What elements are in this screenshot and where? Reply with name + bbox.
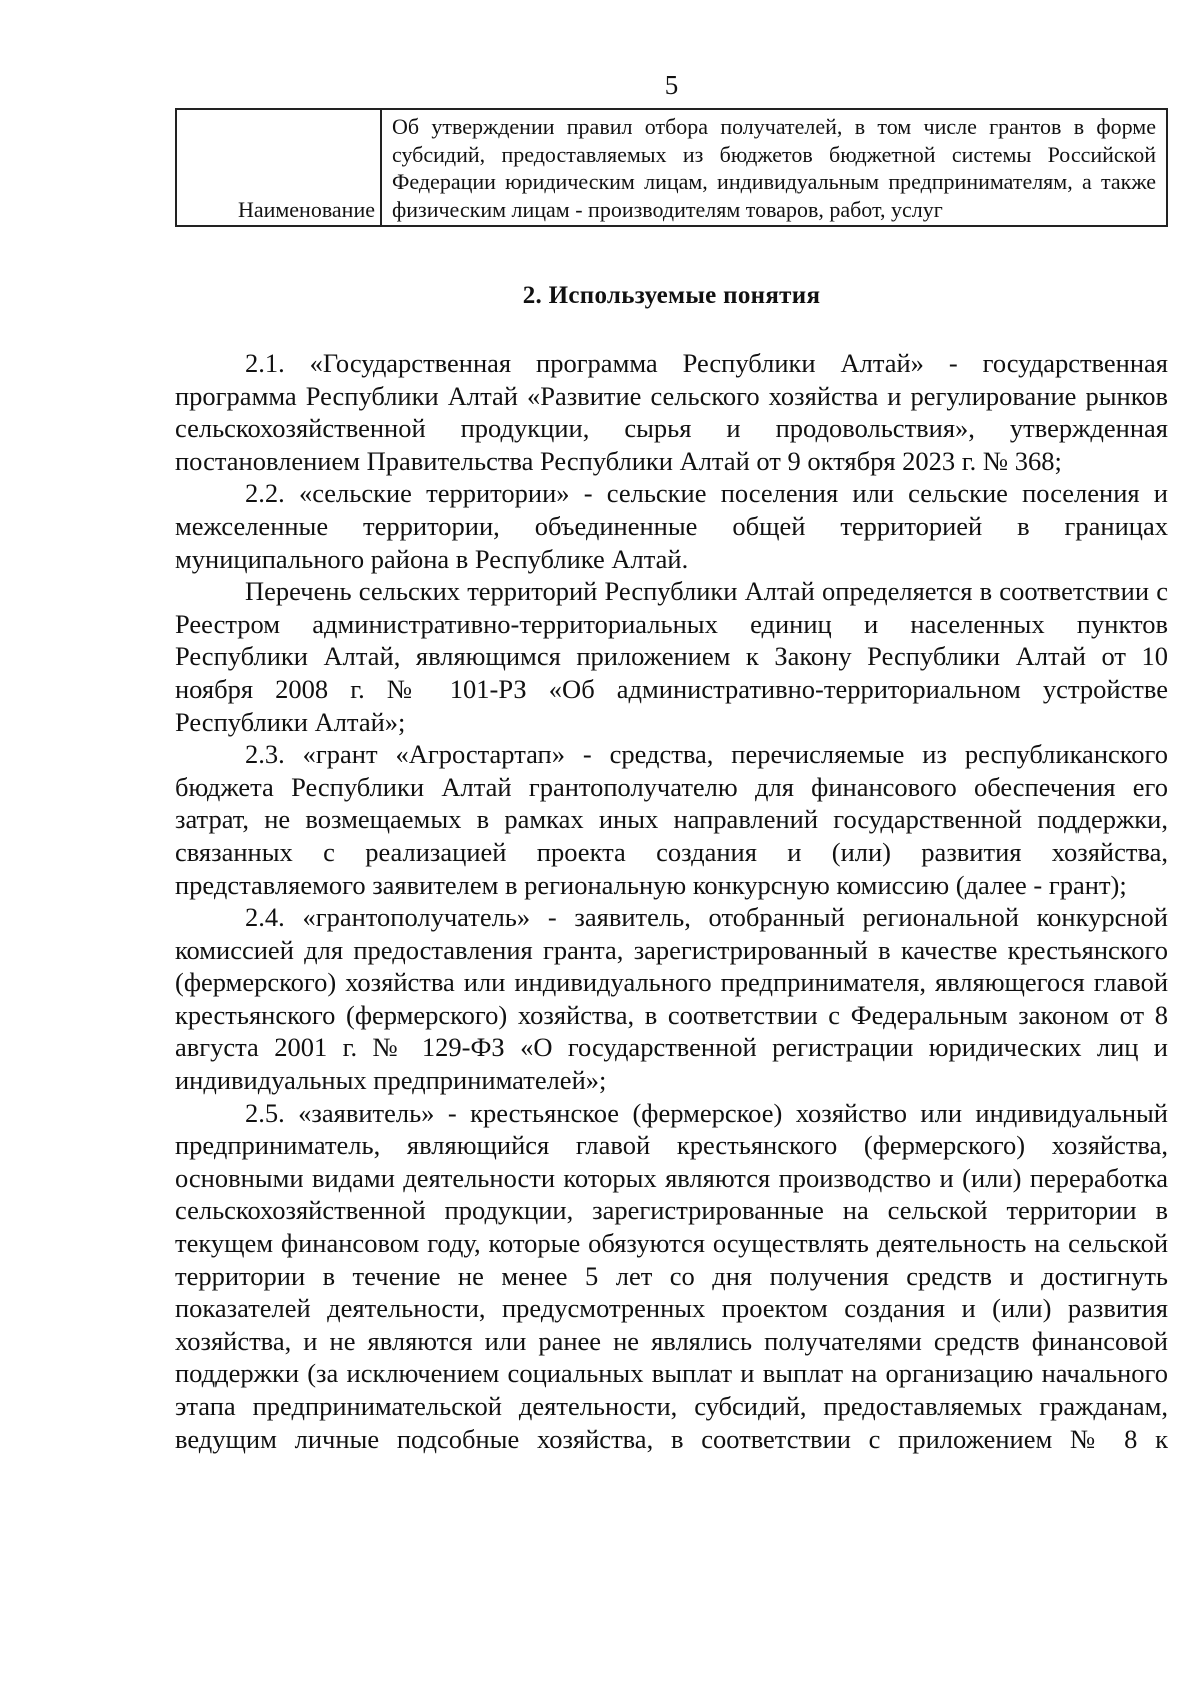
header-table-value: Об утверждении правил отбора получателей, в том числе грантов в форме субсидий, предоставляемых из бюджетов бюджетной системы Российской Федерации юридическим лицам, индивидуальным предпринимателям, а также физическим лицам - производителям товаров, работ, услуг <box>381 109 1167 226</box>
header-table-row <box>176 109 1167 226</box>
paragraph-2-4: 2.4. «грантополучатель» - заявитель, отобранный региональной конкурсной комиссией для предоставления гранта, зарегистрированный в качестве крестьянского (фермерского) хозяйства или индивидуального предпринимателя, являющегося главой крестьянского (фермерского) хозяйства, в соответствии с Федеральным законом от 8 августа 2001 г. № 129-ФЗ «О государственной регистрации юридических лиц и индивидуальных предпринимателей»; <box>175 902 1168 1096</box>
paragraph-2-1: 2.1. «Государственная программа Республики Алтай» - государственная программа Республики Алтай «Развитие сельского хозяйства и регулирование рынков сельскохозяйственной продукции, сырья и продовольствия», утвержденная постановлением Правительства Республики Алтай от 9 октября 2023 г. № 368; <box>175 348 1168 476</box>
paragraph-2-3: 2.3. «грант «Агростартап» - средства, перечисляемые из республиканского бюджета Республики Алтай грантополучателю для финансового обеспечения его затрат, не возмещаемых в рамках иных направлений государственной поддержки, связанных с реализацией проекта создания и (или) развития хозяйства, представляемого заявителем в региональную конкурсную комиссию (далее - грант); <box>175 739 1168 900</box>
section-title: 2. Используемые понятия <box>522 282 821 309</box>
header-table-label: Наименование <box>176 109 381 226</box>
page-number: 5 <box>664 70 679 100</box>
paragraph-territories-list: Перечень сельских территорий Республики Алтай определяется в соответствии с Реестром административно-территориальных единиц и населенных пунктов Республики Алтай, являющимся приложением к Закону Республики Алтай от 10 ноября 2008 г. № 101-РЗ «Об административно-территориальном устройстве Республики Алтай»; <box>175 576 1168 737</box>
document-page <box>175 70 1168 1455</box>
paragraph-2-5: 2.5. «заявитель» - крестьянское (фермерское) хозяйство или индивидуальный предприниматель, являющийся главой крестьянского (фермерского) хозяйства, основными видами деятельности которых являются производство и (или) переработка сельскохозяйственной продукции, зарегистрированные на сельской территории в текущем финансовом году, которые обязуются осуществлять деятельность на сельской территории в течение не менее 5 лет со дня получения средств и достигнуть показателей деятельности, предусмотренных проектом создания и (или) развития хозяйства, и не являются или ранее не являлись получателями средств финансовой поддержки (за исключением социальных выплат и выплат на организацию начального этапа предпринимательской деятельности, субсидий, предоставляемых гражданам, ведущим личные подсобные хозяйства, в соответствии с приложением № 8 к <box>175 1097 1168 1454</box>
paragraph-2-2: 2.2. «сельские территории» - сельские поселения или сельские поселения и межселенные территории, объединенные общей территорией в границах муниципального района в Республике Алтай. <box>175 478 1168 574</box>
header-table <box>175 108 1168 227</box>
